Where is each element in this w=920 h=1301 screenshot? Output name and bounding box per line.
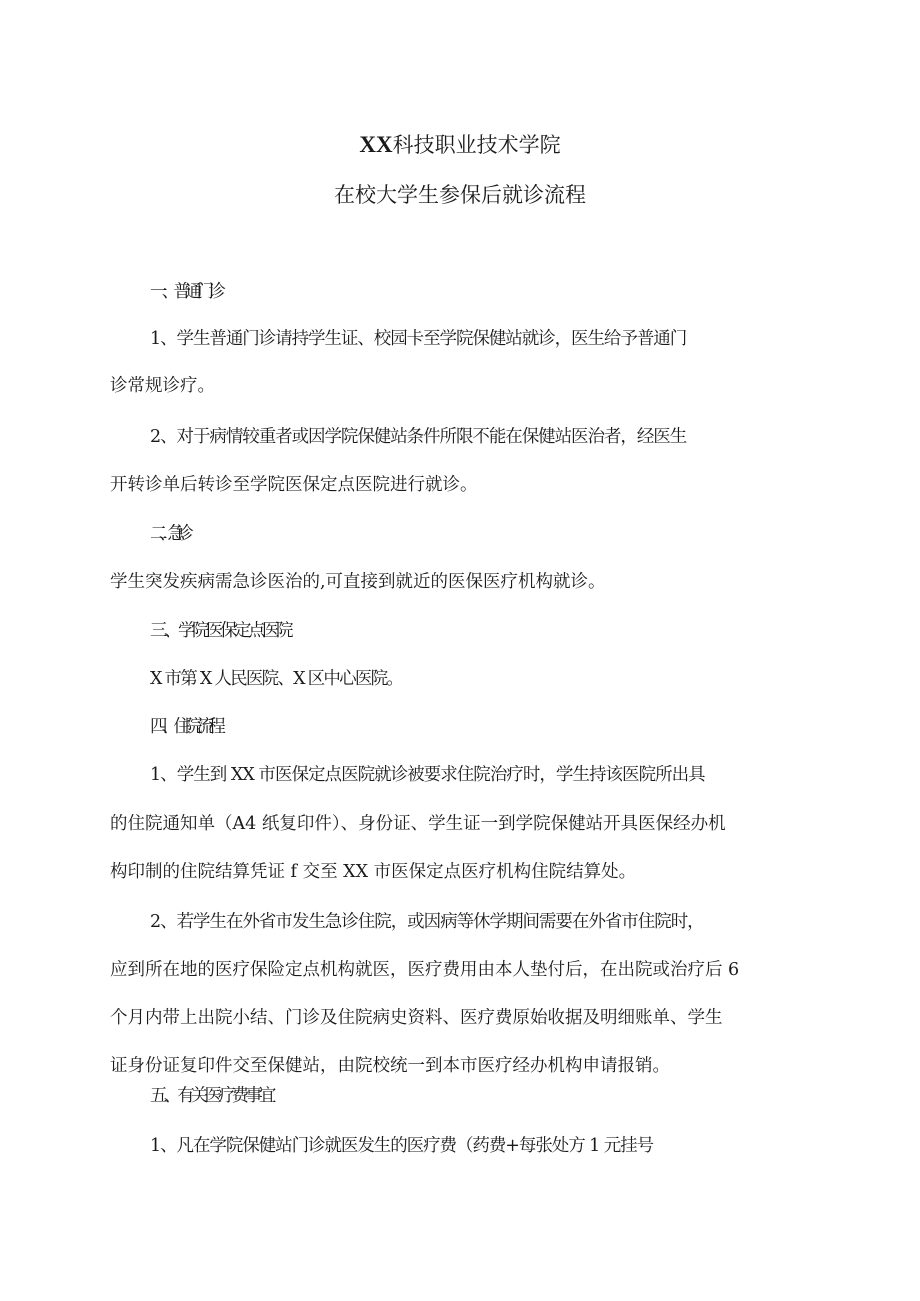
section-heading-medical-expenses: 五、有关医疗费事宜 xyxy=(150,1086,273,1106)
document-subtitle: 在校大学生参保后就诊流程 xyxy=(334,183,586,207)
paragraph-line: 2、若学生在外省市发生急诊住院，或因病等休学期间需要在外省市住院时， xyxy=(150,912,704,932)
title-prefix: XX xyxy=(359,132,393,157)
paragraph-line: 构印制的住院结算凭证 f 交至 XX 市医保定点医疗机构住院结算处。 xyxy=(110,862,637,882)
section-heading-emergency: 二、急诊 xyxy=(150,524,185,544)
paragraph-line: X 市第 X 人民医院、X 区中心医院。 xyxy=(150,669,403,689)
title-main: 科技职业技术学院 xyxy=(392,133,561,157)
paragraph-line: 应到所在地的医疗保险定点机构就医，医疗费用由本人垫付后，在出院或治疗后 6 xyxy=(110,960,740,980)
paragraph-line: 1、凡在学院保健站门诊就医发生的医疗费（药费+每张处方 1 元挂号 xyxy=(150,1136,654,1156)
paragraph-line: 的住院通知单（A4 纸复印件）、身份证、学生证一到学院保健站开具医保经办机 xyxy=(110,814,726,834)
paragraph-line: 证身份证复印件交至保健站，由院校统一到本市医疗经办机构申请报销。 xyxy=(110,1056,670,1076)
paragraph-line: 诊常规诊疗。 xyxy=(110,376,215,396)
paragraph-line: 1、学生普通门诊请持学生证、校园卡至学院保健站就诊，医生给予普通门 xyxy=(150,329,687,349)
paragraph-line: 个月内带上出院小结、门诊及住院病史资料、医疗费原始收据及明细账单、学生 xyxy=(110,1008,723,1028)
paragraph-line: 2、对于病情较重者或因学院保健站条件所限不能在保健站医治者，经医生 xyxy=(150,427,687,447)
section-heading-hospitalization: 四、住院流程 xyxy=(150,717,220,737)
paragraph-line: 学生突发疾病需急诊医治的,可直接到就近的医保医疗机构就诊。 xyxy=(110,572,606,592)
section-heading-designated-hospital: 三、学院医保定点医院 xyxy=(150,621,290,641)
section-heading-outpatient: 一、普通门诊 xyxy=(150,282,220,302)
paragraph-line: 开转诊单后转诊至学院医保定点医院进行就诊。 xyxy=(110,475,478,495)
paragraph-line: 1、学生到 XX 市医保定点医院就诊被要求住院治疗时，学生持该医院所出具 xyxy=(150,765,705,785)
document-title xyxy=(0,130,920,160)
